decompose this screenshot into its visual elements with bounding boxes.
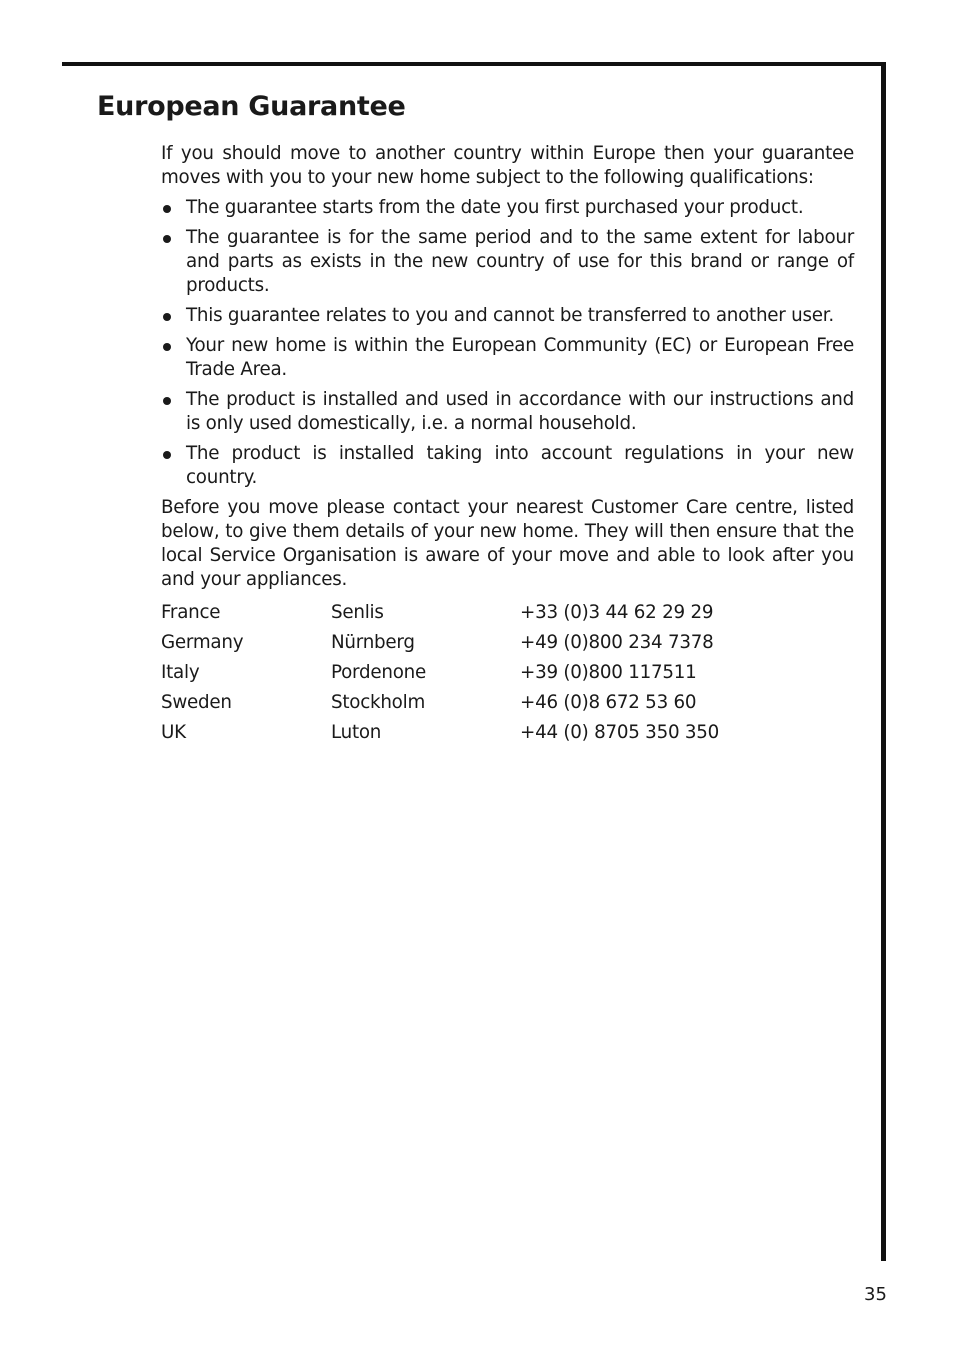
country-cell: Germany [161,632,244,653]
list-item-text: The product is installed and used in accordance with our instructions and is only used domestically, i.e. a normal household. [186,389,854,434]
table-row [161,688,850,718]
intro-paragraph: If you should move to another country within Europe then your guarantee moves with you to your new home subject to the following qualifications: [161,143,854,188]
country-cell: UK [161,722,186,743]
bullet-icon [163,343,171,351]
guarantee-body [161,142,854,748]
frame-right-rule [881,62,886,1261]
phone-cell: +49 (0)800 234 7378 [520,632,714,653]
city-cell: Stockholm [331,692,426,713]
city-cell: Senlis [331,602,384,623]
phone-cell: +44 (0) 8705 350 350 [520,722,720,743]
customer-care-table [161,598,850,748]
list-item [161,388,854,436]
city-cell: Luton [331,722,382,743]
list-item [161,304,854,328]
list-item [161,334,854,382]
bullet-icon [163,235,171,243]
city-cell: Pordenone [331,662,426,683]
bullet-icon [163,397,171,405]
phone-cell: +39 (0)800 117511 [520,662,697,683]
city-cell: Nürnberg [331,632,415,653]
list-item [161,196,854,220]
bullet-icon [163,313,171,321]
table-row [161,718,850,748]
list-item-text: The guarantee is for the same period and to the same extent for labour and parts as exists in the new country of use for this brand or range of products. [186,227,854,296]
list-item-text: The product is installed taking into account regulations in your new country. [186,443,854,488]
table-row [161,658,850,688]
page-number: 35 [864,1284,887,1305]
phone-cell: +33 (0)3 44 62 29 29 [520,602,714,623]
qualifications-list [161,196,854,490]
table-row [161,628,850,658]
table-row [161,598,850,628]
country-cell: Italy [161,662,200,683]
list-item [161,442,854,490]
list-item-text: Your new home is within the European Community (EC) or European Free Trade Area. [186,335,854,380]
country-cell: France [161,602,221,623]
list-item-text: This guarantee relates to you and cannot be transferred to another user. [186,305,834,326]
closing-paragraph: Before you move please contact your nearest Customer Care centre, listed below, to give them details of your new home. They will then ensure that the local Service Organisation is aware of your move and able to look after you and your appliances. [161,497,854,590]
bullet-icon [163,451,171,459]
frame-top-rule [62,62,886,66]
phone-cell: +46 (0)8 672 53 60 [520,692,697,713]
page-title: European Guarantee [97,91,406,122]
list-item-text: The guarantee starts from the date you first purchased your product. [186,197,804,218]
bullet-icon [163,205,171,213]
country-cell: Sweden [161,692,232,713]
list-item [161,226,854,298]
